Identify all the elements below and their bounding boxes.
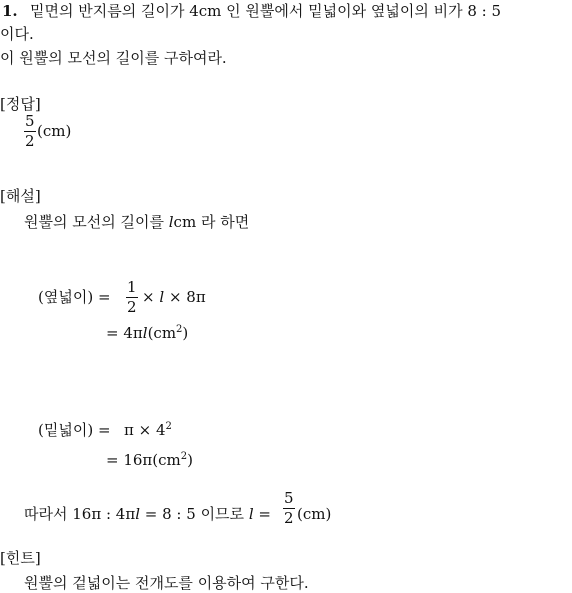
conclusion-mid: = 8 : 5 이므로 (144, 505, 245, 523)
answer-header: [정답] (0, 95, 41, 113)
base-area-expr (124, 423, 172, 438)
conclusion-var-2: l (248, 505, 254, 523)
lateral-expr-post: × 8π (168, 288, 206, 306)
base-area-lhs: (밑넓이) = (38, 421, 111, 439)
base-expr-sup: 2 (165, 421, 172, 432)
answer-numerator: 5 (25, 112, 35, 130)
lateral-area-lhs: (옆넓이) = (38, 288, 111, 306)
solution-intro-post: cm 라 하면 (173, 213, 250, 231)
base-result-close: ) (187, 451, 193, 469)
problem-line-3: 이 원뿔의 모선의 길이를 구하여라. (0, 49, 227, 67)
lateral-result-var: l (142, 324, 148, 342)
conclusion-text (24, 507, 271, 522)
answer-unit: (cm) (37, 122, 72, 140)
lateral-area-numerator: 1 (127, 278, 137, 296)
conclusion-eq: = (258, 505, 271, 523)
lateral-result-post: (cm (147, 324, 177, 342)
lateral-expr-var: l (159, 288, 165, 306)
conclusion-denominator: 2 (284, 509, 294, 527)
problem-line-2: 이다. (0, 25, 34, 43)
hint-header: [힌트] (0, 549, 41, 567)
lateral-area-expr (142, 290, 206, 305)
answer-denominator: 2 (25, 132, 35, 150)
lateral-expr-pre: × (142, 288, 155, 306)
conclusion-var-1: l (135, 505, 140, 523)
conclusion-fraction (283, 491, 295, 526)
lateral-result-close: ) (182, 324, 189, 342)
solution-header: [해설] (0, 187, 41, 205)
conclusion-unit: (cm) (297, 505, 332, 523)
solution-intro (24, 215, 249, 230)
conclusion-numerator: 5 (284, 489, 294, 507)
answer-fraction (24, 114, 36, 149)
lateral-result-pre: = 4π (106, 324, 143, 342)
conclusion-pre: 따라서 16π : 4π (24, 505, 136, 523)
hint-text: 원뿔의 겉넓이는 전개도를 이용하여 구한다. (24, 574, 309, 592)
base-result-pre: = 16π(cm (106, 451, 181, 469)
lateral-area-denominator: 2 (127, 298, 137, 316)
base-expr: π × 4 (124, 421, 166, 439)
solution-intro-pre: 원뿔의 모선의 길이를 (24, 213, 164, 231)
lateral-area-fraction (126, 280, 138, 315)
problem-line-1: 밑면의 반지름의 길이가 4cm 인 원뿔에서 밑넓이와 옆넓이의 비가 8 : 5 (30, 2, 502, 20)
lateral-area-result (106, 326, 188, 341)
base-area-result (106, 453, 193, 468)
lateral-result-sup: 2 (176, 324, 183, 335)
base-result-sup: 2 (180, 451, 188, 462)
solution-intro-var: l (168, 213, 174, 231)
problem-number: 1. (2, 2, 18, 20)
